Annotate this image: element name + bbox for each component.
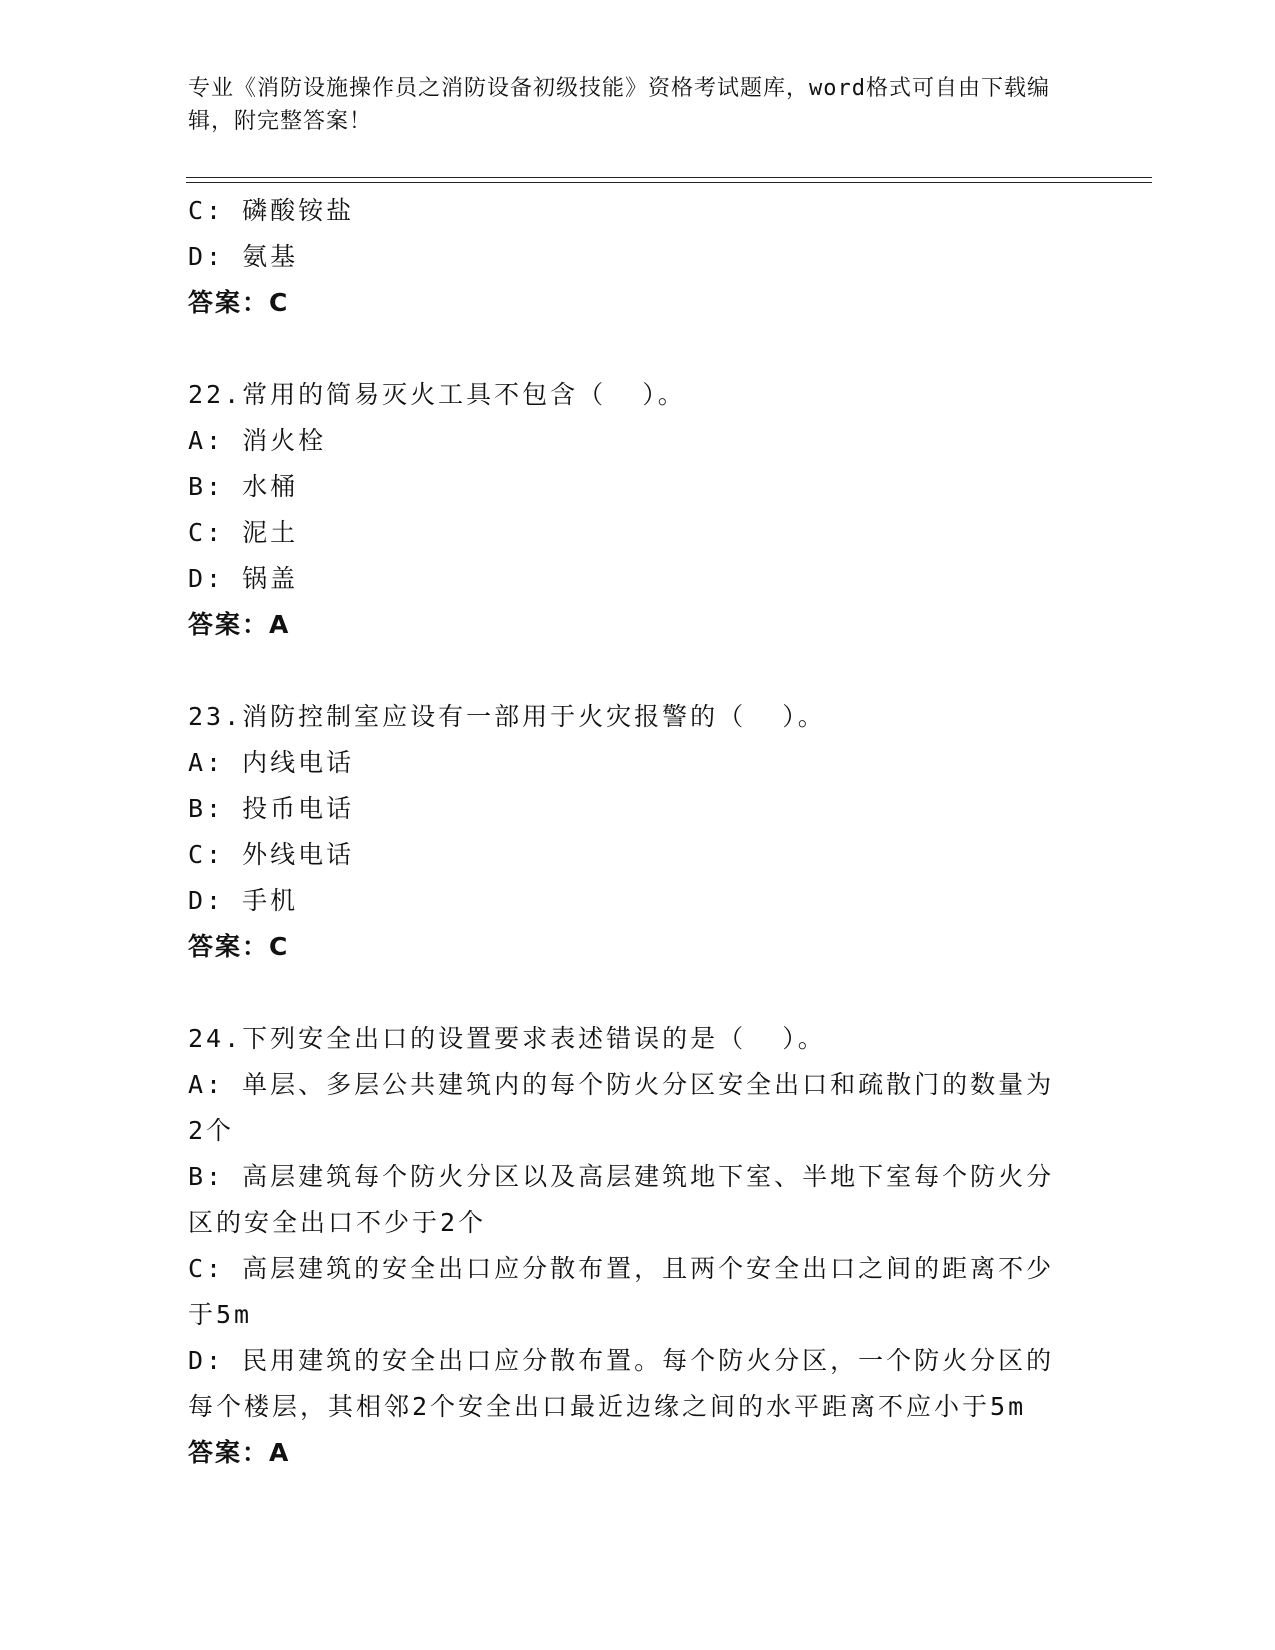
- option-b: [188, 464, 1068, 510]
- answer: 答案：A: [188, 610, 291, 639]
- question-23: [188, 694, 1068, 970]
- option-text: 高层建筑每个防火分区以及高层建筑地下室、半地下室每个防火分区的安全出口不少于2个: [188, 1162, 1055, 1237]
- option-text: 单层、多层公共建筑内的每个防火分区安全出口和疏散门的数量为2个: [188, 1070, 1055, 1145]
- question-21-continued: [188, 188, 1068, 326]
- option-label: D:: [188, 1346, 225, 1375]
- option-label: C:: [188, 1254, 225, 1283]
- option-text: 泥土: [242, 518, 299, 547]
- question-24: [188, 1016, 1068, 1476]
- option-b: [188, 786, 1068, 832]
- option-text: 高层建筑的安全出口应分散布置，且两个安全出口之间的距离不少于5m: [188, 1254, 1055, 1329]
- option-d: [188, 234, 1068, 280]
- option-label: D:: [188, 242, 225, 271]
- option-c: [188, 510, 1068, 556]
- question-22: [188, 372, 1068, 648]
- option-text: 水桶: [242, 472, 299, 501]
- spacer: [188, 970, 1068, 1016]
- option-label: D:: [188, 886, 225, 915]
- option-c: [188, 1246, 1068, 1338]
- option-d: [188, 878, 1068, 924]
- option-a: [188, 418, 1068, 464]
- question-stem: 24.下列安全出口的设置要求表述错误的是（ ）。: [188, 1024, 826, 1053]
- question-stem: 22.常用的简易灭火工具不包含（ ）。: [188, 380, 686, 409]
- document-header: 专业《消防设施操作员之消防设备初级技能》资格考试题库，word格式可自由下载编辑，附完整答案！: [188, 76, 1050, 134]
- option-a: [188, 1062, 1068, 1154]
- header-divider-bottom: [186, 182, 1152, 183]
- header-divider-top: [186, 177, 1152, 178]
- option-text: 内线电话: [242, 748, 355, 777]
- option-text: 锅盖: [242, 564, 299, 593]
- option-label: B:: [188, 1162, 225, 1191]
- option-text: 磷酸铵盐: [242, 196, 355, 225]
- option-label: A:: [188, 426, 225, 455]
- answer: 答案：C: [188, 932, 290, 961]
- option-text: 投币电话: [242, 794, 355, 823]
- answer: 答案：C: [188, 288, 290, 317]
- option-d: [188, 556, 1068, 602]
- option-label: C:: [188, 196, 225, 225]
- spacer: [188, 326, 1068, 372]
- option-a: [188, 740, 1068, 786]
- option-text: 外线电话: [242, 840, 355, 869]
- question-list: [188, 188, 1068, 1476]
- option-text: 手机: [242, 886, 299, 915]
- option-text: 消火栓: [242, 426, 327, 455]
- option-b: [188, 1154, 1068, 1246]
- answer: 答案：A: [188, 1438, 291, 1467]
- option-label: D:: [188, 564, 225, 593]
- option-c: [188, 188, 1068, 234]
- option-text: 氨基: [242, 242, 299, 271]
- option-label: B:: [188, 472, 225, 501]
- option-label: A:: [188, 748, 225, 777]
- option-text: 民用建筑的安全出口应分散布置。每个防火分区，一个防火分区的每个楼层，其相邻2个安全出口最近边缘之间的水平距离不应小于5m: [188, 1346, 1055, 1421]
- option-label: C:: [188, 518, 225, 547]
- option-label: A:: [188, 1070, 225, 1099]
- option-d: [188, 1338, 1068, 1430]
- option-label: C:: [188, 840, 225, 869]
- option-c: [188, 832, 1068, 878]
- spacer: [188, 648, 1068, 694]
- question-stem: 23.消防控制室应设有一部用于火灾报警的（ ）。: [188, 702, 826, 731]
- option-label: B:: [188, 794, 225, 823]
